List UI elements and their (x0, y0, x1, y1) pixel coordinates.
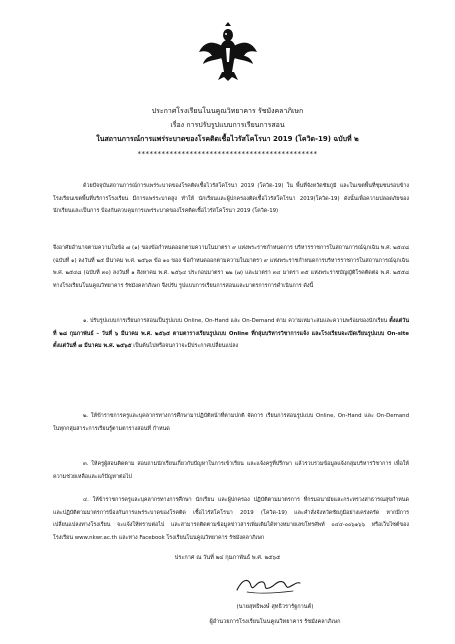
document-title-line2: เรื่อง การปรับรูปแบบการเรียนการสอน (170, 121, 285, 129)
body-paragraph-authority (53, 242, 409, 293)
signer-name: (นายสุทธิพงษ์ สุทธิวรารัฐกานต์) (236, 604, 314, 610)
list-item-3 (53, 458, 409, 483)
paragraph-text: ๓. ให้ครูผู้สอนติดตาม สอบถามนักเรียนเกี่ยวกับปัญหาในการเข้าเรียน และแจ้งครูที่ปรึกษา แล้วรวบรวมข้อมูลแจ้งกลุ่มบริหารวิชาการ เพื่อให้ความช่วยเหลือและแก้ปัญหาต่อไป (53, 461, 409, 480)
list-item-1 (53, 315, 409, 353)
list-item-2 (53, 410, 409, 435)
item1-text-a: ๑. ปรับรูปแบบการเรียนการสอนเป็นรูปแบบ Online, On-Hand และ On-Demand ตาม ความเหมาะสมและความพร้อมของนักเรียน (83, 318, 388, 324)
list-item-4 (53, 494, 409, 545)
document-title-line3: ในสถานการณ์การแพร่ระบาดของโรคติดเชื้อไวรัสโคโรนา 2019 (โควิด-19) ฉบับที่ ๒ (96, 135, 359, 143)
handwritten-signature (233, 574, 303, 596)
paragraph-text: ด้วยปัจจุบันสถานการณ์การแพร่ระบาดของโรคติดเชื้อไวรัสโคโรนา 2019 (โควิด-19) ใน พื้นที่จังหวัดชัยภูมิ และในเขตพื้นที่ชุมชนรอบข้างโรงเรียนเขตพื้นที่บริการโรงเรียน มีการแพร่ระบาดสูง ทำให้ นักเรียนและผู้ปกครองติดเชื้อไวรัสโคโรนา 2019(โควิด-19) ดังนั้นเพื่อความปลอดภัยของนักเรียนและเป็นการ ป้องกันควบคุมการแพร่ระบาดของโรคติดเชื้อไวรัสโคโรนา 2019 (โควิด-19) (53, 183, 409, 215)
paragraph-text: ๔. ให้ข้าราชการครูและบุคลากรทางการศึกษา นักเรียน และผู้ปกครอง ปฏิบัติตามมาตรการ ที่กรมอนามัยและกระทรวงสาธารณสุขกำหนด และปฏิบัติตามมาตรการป้องกันการแพร่ระบาดของโรคติด เชื้อไวรัสโคโรนา 2019 (โควิด-19) และคำสั่งจังหวัดชัยภูมิอย่างเคร่งครัด หากมีการเปลี่ยนแปลงทางโรงเรียน จะแจ้งให้ทราบต่อไป และสามารถติดตามข้อมูลข่าวสารเพิ่มเติมได้ทางหมายเลขโทรศัพท์ ๐๔๔-๐๐๖๑๖๖ หรือเว็บไซต์ของโรงเรียน www.nkwr.ac.th และทาง Facebook โรงเรียนโนนคูณวิทยาคาร รัชมังคลาภิเษก (53, 497, 409, 542)
item1-text-c: เป็นต้นไปหรือจนกว่าจะมีประกาศเปลี่ยนแปลง (133, 343, 239, 350)
body-paragraph-intro (53, 180, 409, 218)
announce-date: ประกาศ ณ วันที่ ๒๔ กุมภาพันธ์ พ.ศ. ๒๕๖๕ (174, 555, 281, 561)
signer-title: ผู้อำนวยการโรงเรียนโนนคูณวิทยาคาร รัชมังคลาภิเษก (209, 619, 341, 625)
separator-line: ********************************************* (137, 150, 318, 158)
paragraph-text: ๒. ให้ข้าราชการครูและบุคลากรทางการศึกษามาปฏิบัติหน้าที่ตามปกติ จัดการ เรียนการสอนรูปแบบ Online, On-Hand และ On-Demand ในทุกกลุ่มสาระการเรียนรู้ตามตารางสอนที่ กำหนด (53, 413, 409, 432)
item1-text-bold: ตั้งแต่วันที่ ๒๘ กุมภาพันธ์ – วันที่ ๖ มีนาคม พ.ศ. ๒๕๖๕ ตามตารางเรียนรูปแบบ Online ที่กลุ่มบริหารวิชาการแจ้ง และโรงเรียนจะเปิดเรียนรูปแบบ On-site ตั้งแต่วันที่ ๗ มีนาคม พ.ศ. ๒๕๖๕ (53, 318, 410, 350)
garuda-emblem-icon (198, 22, 258, 82)
document-title-line1: ประกาศโรงเรียนโนนคูณวิทยาคาร รัชมังคลาภิเษก (151, 107, 304, 115)
paragraph-text: จึงอาศัยอำนาจตามความในข้อ ๗ (๑) ของข้อกำหนดออกตามความในมาตรา ๙ แห่งพระราชกำหนดการ บริหารราชการในสถานการณ์ฉุกเฉิน พ.ศ. ๒๕๔๘ (ฉบับที่ ๑) ลงวันที่ ๒๕ มีนาคม พ.ศ. ๒๕๖๓ ข้อ ๑๐ ของ ข้อกำหนดออกตามความในมาตรา ๙ แห่งพระราชกำหนดการบริหารราชการในสถานการณ์ฉุกเฉิน พ.ศ. ๒๕๔๘ (ฉบับที่ ๓๐) ลงวันที่ ๑ สิงหาคม พ.ศ. ๒๕๖๔ ประกอบมาตรา ๒๒ (๗) และมาตรา ๓๔ มาตรา ๓๕ แห่งพระราชบัญญัติโรคติดต่อ พ.ศ. ๒๕๕๘ ทางโรงเรียนโนนคูณวิทยาคาร รัชมังคลาภิเษก จึงปรับ รูปแบบการเรียนการสอนและมาตรการการดำเนินการ ดังนี้ (53, 245, 409, 290)
paragraph-text (53, 315, 409, 353)
